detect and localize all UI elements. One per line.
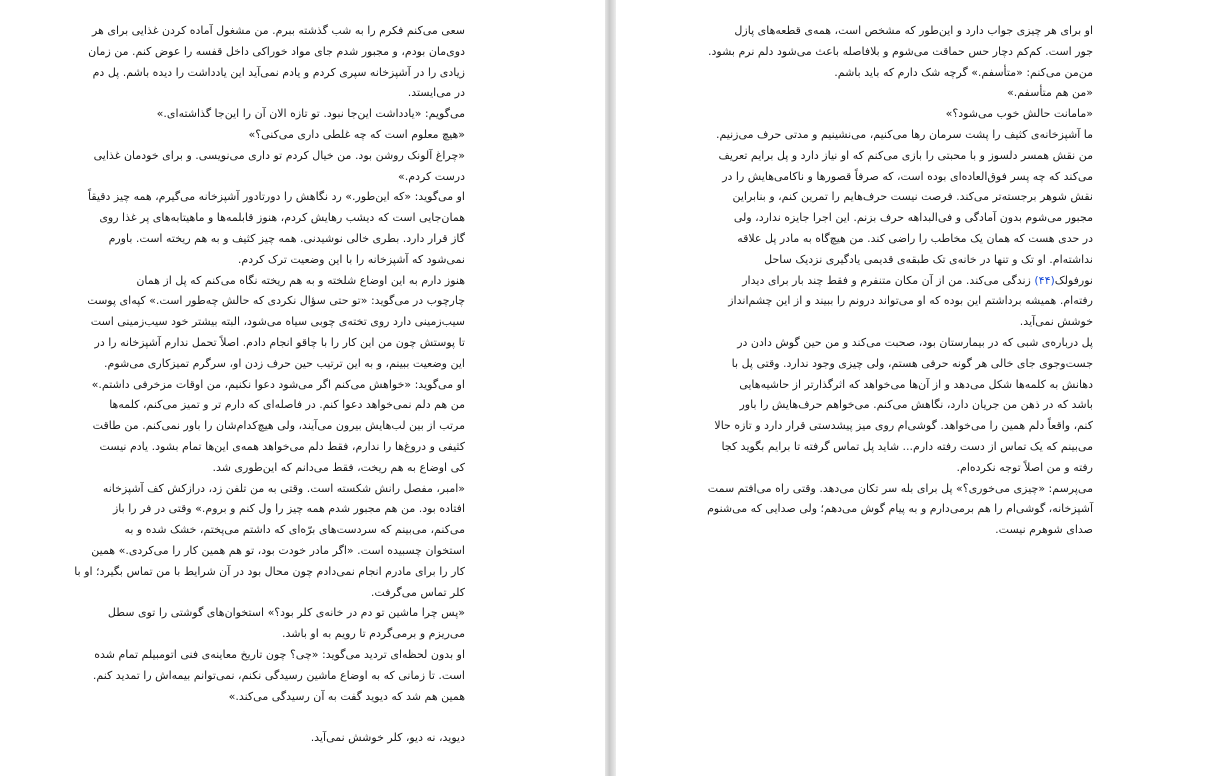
text-line: می‌کند که چه پسر فوق‌العاده‌ای بوده است، که صرفاً قصورها و ناکامی‌هایش را در	[722, 169, 1093, 183]
text-line: استخوان چسبیده است. «اگر مادر خودت بود، تو هم همین کار را می‌کردی.» همین	[91, 543, 465, 557]
text-line: نمی‌شود که آشپزخانه را با این وضعیت ترک کردم.	[237, 252, 465, 266]
text-line: کنم، واقعاً دلم همین را می‌خواهد. گوشی‌ام روی میز پیشدستی قرار دارد و تازه حالا	[714, 419, 1093, 433]
text-line: نقش شوهر برجسته‌تر می‌کند. فرصت نیست حرف‌هایم را تمرین کنم، و بنابراین	[732, 190, 1093, 204]
text-line: کی اوضاع به هم ریخت، فقط می‌دانم که این‌طوری شد.	[212, 460, 465, 474]
text-line: هنوز دارم به این اوضاع شلخته و به هم ریخته نگاه می‌کنم که پل از همان	[136, 273, 465, 287]
text-line: تا پوستش چون من این کار را با چاقو انجام دادم. اصلاً تحمل ندارم آشپزخانه را در	[94, 335, 465, 349]
text-line: می‌کنم، می‌بینم که سردست‌های برّه‌ای که داشتم می‌پختم، خشک شده و به	[124, 523, 465, 537]
text-line: چارچوب در می‌گوید: «تو حتی سؤال نکردی که حالش چه‌طور است.» کپه‌ای پوست	[87, 294, 465, 308]
text-line: «چراغ آلونک روشن بود. من خیال کردم تو داری می‌نویسی. و برای خودمان غذایی	[93, 148, 465, 162]
text-line: می‌ریزم و برمی‌گردم تا رویم به او باشد.	[282, 627, 465, 641]
text-line: آشپزخانه، گوشی‌ام را هم برمی‌دارم و به پیام گوش می‌دهم؛ ولی صدایی که می‌شنوم	[707, 502, 1093, 516]
text-line: رفته و من اصلاً توجه نکرده‌ام.	[956, 460, 1093, 474]
text-line: «مامانت حالش خوب می‌شود؟»	[945, 107, 1093, 121]
page-gutter	[605, 0, 616, 776]
right-page	[616, 0, 1211, 776]
text-line-with-footnote: نورفولک(۴۴) زندگی می‌کند. من از آن مکان متنفرم و فقط چند بار برای دیدار	[742, 273, 1093, 287]
text-line: او برای هر چیزی جواب دارد و این‌طور که مشخص است، همه‌ی قطعه‌های پازل	[734, 24, 1093, 37]
text-line: درست کردم.»	[398, 169, 465, 183]
text-line: باشد که در ذهن من جریان دارد، نگاهش می‌کنم. می‌خواهم حرف‌هایش را باور	[739, 398, 1093, 412]
text-line: او می‌گوید: «که این‌طور.» رد نگاهش را دورتادور آشپزخانه می‌گیرم، همه چیز دقیقاً	[88, 190, 465, 204]
text-line: سیب‌زمینی دارد روی تخته‌ی چوبی سیاه می‌شود، البته بیشتر خود سیب‌زمینی است	[90, 315, 465, 329]
text-line: مرتب از بین لب‌هایش بیرون می‌آیند، ولی هیچ‌کدام‌شان را باور نمی‌کنم. من طاقت	[92, 419, 465, 433]
blank-line	[120, 707, 465, 728]
text-line: گاز قرار دارد. بطری خالی نوشیدنی. همه چیز کثیف و به هم ریخته است. باورم	[108, 231, 465, 245]
text-line: کلر تماس می‌گرفت.	[370, 585, 465, 599]
text-line: «هیچ معلوم است که چه غلطی داری می‌کنی؟»	[248, 127, 465, 141]
text-line: دهانش به کلمه‌ها شکل می‌دهد و از آن‌ها می‌خواهد که اثرگذارتر از حاشیه‌هایی	[739, 377, 1093, 391]
text-line: سعی می‌کنم فکرم را به شب گذشته ببرم. من مشغول آماده کردن غذایی برای هر	[91, 24, 465, 37]
text-line: همان‌جایی است که دیشب رهایش کردم، هنوز قابلمه‌ها و ماهیتابه‌های پر غذا روی	[99, 211, 465, 225]
text-line: دوی‌مان بودم، و مجبور شدم جای مواد خوراکی داخل قفسه را عوض کنم. من زمان	[88, 44, 465, 58]
text-line: این وضعیت ببینم، و به این ترتیب حین حرف زدن او، سرگرم تمیزکاری می‌شوم.	[104, 356, 465, 370]
text-line: من هم دلم نمی‌خواهد دعوا کنم. در فاصله‌ای که دارم تر و تمیز می‌کنم، کلمه‌ها	[109, 398, 465, 412]
text-line: جست‌وجوی جای خالی هر گونه حرفی هستم، ولی چیزی وجود ندارد. وقتی پل با	[731, 356, 1093, 370]
footnote-link[interactable]: (۴۴)	[1034, 273, 1055, 287]
text-line: کار را برای مادرم انجام نمی‌دادم چون محال بود در آن شرایط با من تماس بگیرد؛ او با	[74, 564, 465, 578]
text-line: می‌پرسم: «چیزی می‌خوری؟» پل برای بله سر تکان می‌دهد. وقتی راه می‌افتم سمت	[707, 481, 1093, 495]
text-line: می‌گویم: «یادداشت این‌جا نبود. تو تازه الان آن را این‌جا گذاشته‌ای.»	[156, 107, 465, 121]
text-line: من‌من می‌کنم: «متأسفم.» گرچه شک دارم که باید باشم.	[834, 65, 1093, 79]
text-line: «پس چرا ماشین تو دم در خانه‌ی کلر بود؟» استخوان‌های گوشتی را توی سطل	[107, 606, 465, 620]
text-line: رفته‌ام. همیشه برداشتم این بوده که او می‌تواند درونم را ببیند و از این چشم‌انداز	[728, 294, 1093, 308]
text-line: پل درباره‌ی شبی که در بیمارستان بود، صحبت می‌کند و من حین گوش دادن در	[737, 335, 1093, 349]
text-line: جور است. کم‌کم دچار حس حماقت می‌شوم و بلافاصله باعث می‌شود دلم نرم بشود.	[708, 44, 1093, 58]
text-line: همین هم شد که دیوید گفت به آن رسیدگی می‌کند.»	[228, 689, 465, 703]
text-line: در حدی هست که همان یک مخاطب را راضی کند. من هیچ‌گاه به مادر پل علاقه	[737, 231, 1093, 245]
text-line: نداشته‌ام. او تک و تنها در خانه‌ی تک طبقه‌ی قدیمی یادگیری نزدیک ساحل	[764, 252, 1093, 266]
text-line: من نقش همسر دلسوز و با محبتی را بازی می‌کنم که او نیاز دارد و پل برایم تعریف	[718, 148, 1093, 162]
left-page	[0, 0, 605, 776]
text-line: کثیفی و دروغ‌ها را ندارم، فقط دلم می‌خواهد همه‌ی این‌ها تمام بشود. یادم نیست	[99, 439, 465, 453]
text-line: او بدون لحظه‌ای تردید می‌گوید: «چی؟ چون تاریخ معاینه‌ی فنی اتومبیلم تمام شده	[94, 647, 465, 661]
text-line: دیوید، نه دیو، کلر خوشش نمی‌آید.	[310, 731, 465, 745]
text-line: افتاده بود. من هم مجبور شدم همه چیز را ول کنم و بروم.» وقتی در فر را باز	[113, 502, 465, 516]
text-line: مجبور می‌شوم بدون آمادگی و فی‌البداهه حرف بزنم. این اجرا جایزه ندارد، ولی	[733, 211, 1093, 225]
text-line: می‌بینم که یک تماس از دست رفته دارم... شاید پل تماس گرفته تا برایم بگوید کجا	[721, 439, 1093, 453]
right-page-text	[707, 21, 1093, 541]
text-line: زیادی را در آشپزخانه سپری کردم و یادم نمی‌آید این یادداشت را دیده باشم. پل دم	[92, 65, 465, 79]
text-line: خوشش نمی‌آید.	[1019, 315, 1093, 329]
text-line: او می‌گوید: «خواهش می‌کنم اگر می‌شود دعوا نکنیم، من اوقات مزخرفی داشتم.»	[91, 377, 465, 391]
left-page-text	[74, 21, 465, 749]
text-line: است. تا زمانی که به اوضاع ماشین رسیدگی نکنم، نمی‌توانم بیمه‌اش را تمدید کنم.	[92, 668, 465, 682]
text-line: صدای شوهرم نیست.	[995, 523, 1093, 537]
text-line: «امبر، مفصل رانش شکسته است. وقتی به من تلفن زد، درازکش کف آشپزخانه	[102, 481, 465, 495]
text-line: در می‌ایستد.	[407, 86, 465, 100]
text-line: ما آشپزخانه‌ی کثیف را پشت سرمان رها می‌کنیم، می‌نشینیم و مدتی حرف می‌زنیم.	[715, 127, 1093, 141]
text-line: «من هم متأسفم.»	[1006, 86, 1093, 100]
